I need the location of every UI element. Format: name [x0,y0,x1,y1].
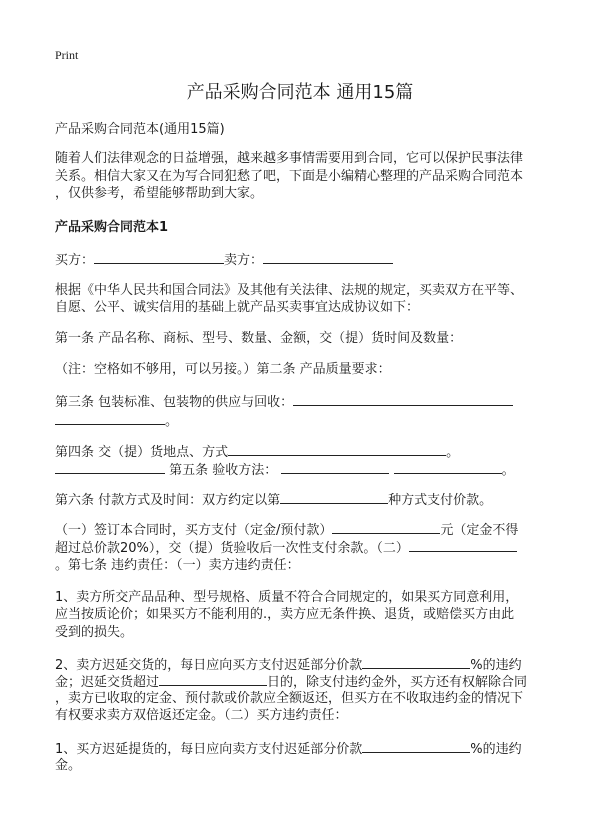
seller-clause-1: 受到的损失。 [55,625,134,640]
seller-clause-2: 有权要求卖方双倍返还定金。（二）买方违约责任： [55,708,348,723]
intro-line: ，仅供参考，希望能够帮助到大家。 [55,186,264,201]
article-6 [55,490,492,507]
article-4-blank-2[interactable] [55,460,165,474]
buyer-clause-1: 金。 [55,758,82,773]
article-5-text: 第五条 验收方法： [169,463,278,478]
preamble-line: 自愿、公平、诚实信用的基础上就产品买卖事宜达成协议如下： [55,300,420,315]
buyer-blank[interactable] [94,250,224,264]
buyer-penalty-percent-blank[interactable] [362,739,470,753]
payment-2-text: 超过总价款20%），交（提）货验收后一次性支付余款。（二） [55,541,409,556]
article-3 [55,392,513,409]
period: 。 [501,463,515,478]
section-heading: 产品采购合同范本1 [55,220,169,235]
payment-2-blank[interactable] [409,538,517,552]
seller-clause-1: 应当按质论价；如果买方不能利用的.，卖方应无条件换、退货，或赔偿买方由此 [55,607,515,622]
clause-text: 金；迟延交货超过 [55,675,160,690]
parties-line [55,250,393,267]
article-4 [55,442,459,459]
payment-1-text-2: 元（定金不得 [440,523,519,538]
article-1: 第一条 产品名称、商标、型号、数量、金额，交（提）货时间及数量： [55,331,463,346]
clause-text: 2、卖方迟延交货的，每日应向买方支付迟延部分价款 [55,658,363,673]
buyer-label: 买方： [55,253,95,268]
delay-days-blank[interactable] [159,672,267,686]
payment-1 [55,520,518,537]
print-link[interactable]: Print [55,48,79,62]
article-3-text: 第三条 包装标准、包装物的供应与回收： [55,395,294,410]
buyer-clause-1 [55,739,522,756]
seller-clause-2 [55,672,527,689]
clause-text: %的违约 [470,742,522,757]
article-3-blank[interactable] [293,392,513,406]
article-5-blank-2[interactable] [394,460,502,474]
article-2: （注：空格如不够用，可以另接。）第二条 产品质量要求： [55,362,391,377]
article-6-blank[interactable] [280,490,388,504]
intro-line: 关系。相信大家又在为写合同犯愁了吧，下面是小编精心整理的产品采购合同范本 [55,169,524,184]
article-4-text: 第四条 交（提）货地点、方式 [55,445,229,460]
seller-clause-2 [55,655,522,672]
seller-penalty-percent-blank[interactable] [362,655,470,669]
page-title: 产品采购合同范本 通用15篇 [186,82,414,103]
seller-blank[interactable] [263,250,393,264]
article-6-text-2: 种方式支付价款。 [388,493,493,508]
intro-line: 随着人们法律观念的日益增强，越来越多事情需要用到合同，它可以保护民事法律 [55,151,524,166]
subtitle: 产品采购合同范本(通用15篇) [55,122,225,137]
payment-1-blank[interactable] [332,520,440,534]
seller-clause-2: ，卖方已收取的定金、预付款或价款应全额返还，但买方在不收取违约金的情况下 [55,691,524,706]
seller-clause-1: 1、卖方所交产品品种、型号规格、质量不符合合同规定的，如果买方同意利用， [55,590,519,605]
payment-2 [55,538,517,555]
clause-text: 日的，除支付违约金外，买方还有权解除合同 [267,675,528,690]
period: 。 [165,414,179,429]
article-7: 。第七条 违约责任：（一）卖方违约责任： [55,558,300,573]
clause-text: 1、买方迟延提货的，每日应向卖方支付迟延部分价款 [55,742,363,757]
payment-1-text: （一）签订本合同时，买方支付（定金/预付款） [55,523,333,538]
article-5 [55,460,515,477]
article-3-cont [55,411,178,428]
article-3-blank-2[interactable] [55,411,165,425]
seller-label: 卖方： [224,253,264,268]
preamble-line: 根据《中华人民共和国合同法》及其他有关法律、法规的规定，买卖双方在平等、 [55,283,524,298]
period: 。 [446,445,460,460]
article-6-text: 第六条 付款方式及时间：双方约定以第 [55,493,281,508]
article-4-blank[interactable] [228,442,446,456]
article-5-blank[interactable] [281,460,389,474]
clause-text: %的违约 [470,658,522,673]
